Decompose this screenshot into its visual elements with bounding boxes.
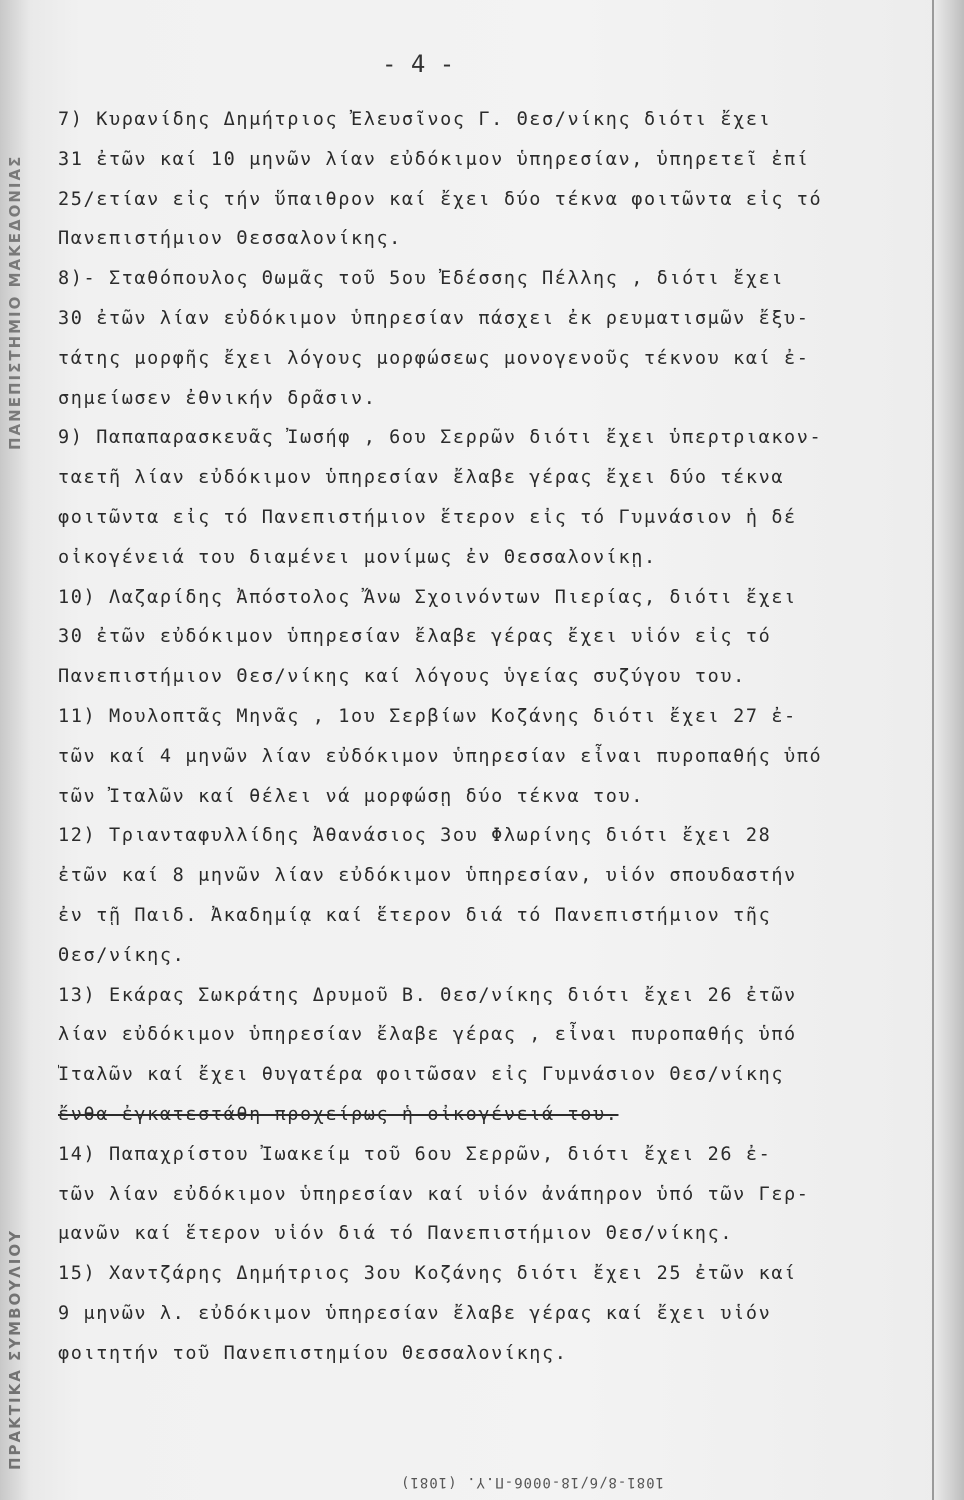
page-edge-shadow [932,0,964,1500]
text-line: 8)- Σταθόπουλος Θωμᾶς τοῦ 5ου Ἐδέσσης Πέλλης , διότι ἔχει [58,268,785,290]
document-body [58,100,918,1374]
text-line: τῶν καί 4 μηνῶν λίαν εὐδόκιμον ὑπηρεσίαν εἶναι πυροπαθής ὑπό [58,745,823,767]
list-item [58,418,918,577]
list-item [58,1254,918,1373]
text-line: 13) Εκάρας Σωκράτης Δρυμοῦ Β. Θεσ/νίκης διότι ἔχει 26 ἐτῶν [58,984,797,1006]
text-line: 15) Χαντζάρης Δημήτριος 3ου Κοζάνης διότι ἔχει 25 ἐτῶν καί [58,1263,797,1285]
text-line: ἐν τῇ Παιδ. Ἀκαδημίᾳ καί ἕτερον διά τό Πανεπιστήμιον τῆς [58,904,772,926]
text-line: 12) Τριανταφυλλίδης Ἀθανάσιος 3ου Φλωρίνης διότι ἔχει 28 [58,825,772,847]
text-line: Ἰταλῶν καί ἔχει θυγατέρα φοιτῶσαν εἰς Γυμνάσιον Θεσ/νίκης [58,1064,785,1086]
text-line: ἔνθα ἐγκατεστάθη προχείρως ἡ οἰκογένειά του. [58,1103,619,1125]
text-line: 9 μηνῶν λ. εὐδόκιμον ὑπηρεσίαν ἔλαβε γέρας καί ἔχει υἱόν [58,1302,772,1324]
list-item [58,259,918,418]
text-line: Πανεπιστήμιον Θεσσαλονίκης. [58,228,402,250]
text-line: φοιτῶντα εἰς τό Πανεπιστήμιον ἕτερον εἰς τό Γυμνάσιον ἡ δέ [58,506,797,528]
text-line: 30 ἐτῶν εὐδόκιμον ὑπηρεσίαν ἔλαβε γέρας ἔχει υἱόν εἰς τό [58,626,772,648]
footer-print-stamp: 1081-8/6/18-0006-Π.Υ. (1081) [400,1474,665,1490]
text-line: Θεσ/νίκης. [58,944,186,966]
text-line: ἐτῶν καί 8 μηνῶν λίαν εὐδόκιμον ὑπηρεσίαν, υἱόν σπουδαστήν [58,865,797,887]
text-line: μανῶν καί ἕτερον υἱόν διά τό Πανεπιστήμιον Θεσ/νίκης. [58,1223,734,1245]
text-line: 25/ετίαν εἰς τήν ὕπαιθρον καί ἔχει δύο τέκνα φοιτῶντα εἰς τό [58,188,823,210]
list-item [58,578,918,697]
text-line: 14) Παπαχρίστου Ἰωακείμ τοῦ 6ου Σερρῶν, διότι ἔχει 26 ἐ- [58,1143,772,1165]
text-line: 7) Κυρανίδης Δημήτριος Ἐλευσῖνος Γ. Θεσ/νίκης διότι ἔχει [58,109,772,130]
text-line: 11) Μουλοπτᾶς Μηνᾶς , 1ου Σερβίων Κοζάνης διότι ἔχει 27 ἐ- [58,705,797,727]
margin-stamp-top: ΠΑΝΕΠΙΣΤΗΜΙΟ ΜΑΚΕΔΟΝΙΑΣ [6,154,24,450]
text-line: οἰκογένειά του διαμένει μονίμως ἐν Θεσσαλονίκῃ. [58,546,657,568]
text-line: φοιτητήν τοῦ Πανεπιστημίου Θεσσαλονίκης. [58,1342,568,1364]
list-item [58,697,918,816]
list-item [58,100,918,259]
list-item [58,976,918,1135]
margin-stamp-bottom: ΠΡΑΚΤΙΚΑ ΣΥΜΒΟΥΛΙΟΥ [6,1229,24,1470]
text-line: τῶν Ἰταλῶν καί θέλει νά μορφώσῃ δύο τέκνα του. [58,785,644,807]
page-number: - 4 - [382,50,455,78]
text-line: Πανεπιστήμιον Θεσ/νίκης καί λόγους ὑγείας συζύγου του. [58,666,746,688]
text-line: σημείωσεν ἐθνικήν δρᾶσιν. [58,387,377,409]
text-line: 9) Παπαπαρασκευᾶς Ἰωσήφ , 6ου Σερρῶν διότι ἔχει ὑπερτριακον- [58,427,823,449]
text-line: τάτης μορφῆς ἔχει λόγους μορφώσεως μονογενοῦς τέκνου καί ἐ- [58,347,810,369]
list-item [58,1135,918,1254]
text-line: λίαν εὐδόκιμον ὑπηρεσίαν ἔλαβε γέρας , εἶναι πυροπαθής ὑπό [58,1024,797,1046]
list-item [58,816,918,975]
text-line: τῶν λίαν εὐδόκιμον ὑπηρεσίαν καί υἱόν ἀνάπηρον ὑπό τῶν Γερ- [58,1183,810,1205]
text-line: 30 ἐτῶν λίαν εὐδόκιμον ὑπηρεσίαν πάσχει ἐκ ρευματισμῶν ἔξυ- [58,307,810,329]
text-line: ταετῆ λίαν εὐδόκιμον ὑπηρεσίαν ἔλαβε γέρας ἔχει δύο τέκνα [58,467,785,489]
text-line: 10) Λαζαρίδης Ἀπόστολος Ἄνω Σχοινόντων Πιερίας, διότι ἔχει [58,586,797,608]
text-line: 31 ἐτῶν καί 10 μηνῶν λίαν εὐδόκιμον ὑπηρεσίαν, ὑπηρετεῖ ἐπί [58,148,810,170]
